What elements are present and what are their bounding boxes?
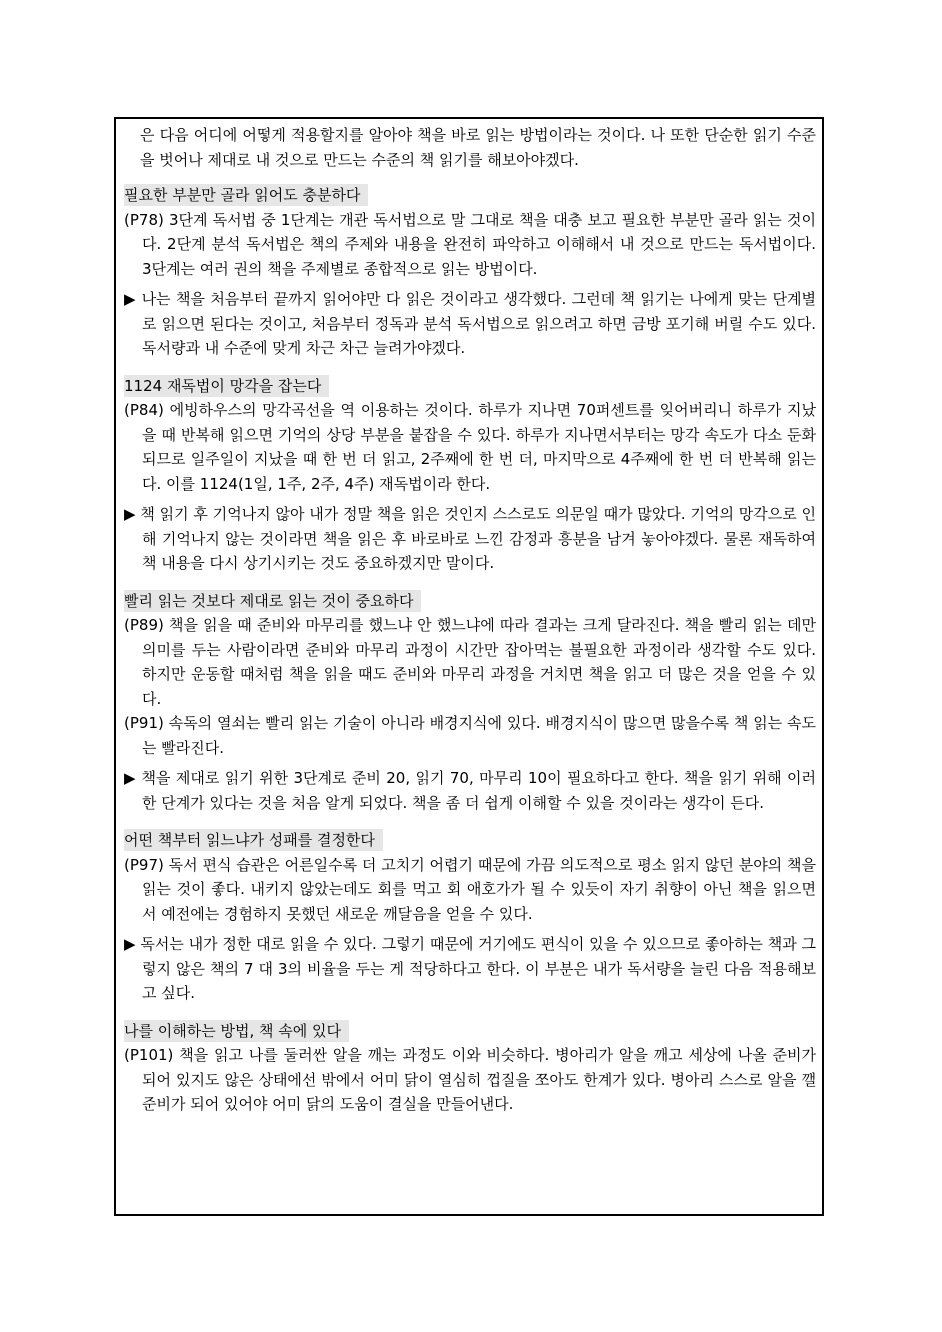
section-4 xyxy=(124,817,816,1006)
section-2 xyxy=(124,363,816,576)
intro-paragraph: 은 다음 어디에 어떻게 적용할지를 알아야 책을 바로 읽는 방법이라는 것이다. 나 또한 단순한 읽기 수준을 벗어나 제대로 내 것으로 만드는 수준의 책 읽기를 해보아야겠다. xyxy=(140,126,816,169)
quote-paragraph: (P91) 속독의 열쇠는 빨리 읽는 기술이 아니라 배경지식에 있다. 배경지식이 많으면 많을수록 책 읽는 속도는 빨라진다. xyxy=(124,714,816,757)
quote-paragraph: (P97) 독서 편식 습관은 어른일수록 더 고치기 어렵기 때문에 가끔 의도적으로 평소 읽지 않던 분야의 책을 읽는 것이 좋다. 내키지 않았는데도 회를 먹고 회 애호가가 될 수 있듯이 자기 취향이 아닌 책을 읽으면서 예전에는 경험하지 못했던 새로운 깨달음을 얻을 수 있다. xyxy=(124,855,816,923)
section-3 xyxy=(124,578,816,816)
quote-paragraph: (P84) 에빙하우스의 망각곡선을 역 이용하는 것이다. 하루가 지나면 70퍼센트를 잊어버리니 하루가 지났을 때 반복해 읽으면 기억의 상당 부분을 붙잡을 수 있다. 하루가 지나면서부터는 망각 속도가 다소 둔화되므로 일주일이 지났을 때 한 번 더 읽고, 2주째에 한 번 더, 마지막으로 4주째에 한 번 더 반복해 읽는다. 이를 1124(1일, 1주, 2주, 4주) 재독법이라 한다. xyxy=(124,401,816,493)
section-heading: 빨리 읽는 것보다 제대로 읽는 것이 중요하다 xyxy=(124,590,421,612)
document-frame xyxy=(114,117,824,1216)
section-heading: 어떤 책부터 읽느냐가 성패를 결정한다 xyxy=(124,829,383,851)
quote-paragraph: (P78) 3단계 독서법 중 1단계는 개관 독서법으로 말 그대로 책을 대충 보고 필요한 부분만 골라 읽는 것이다. 2단계 분석 독서법은 책의 주제와 내용을 완전히 파악하고 이해해서 내 것으로 만드는 독서법이다. 3단계는 여러 권의 책을 주제별로 종합적으로 읽는 방법이다. xyxy=(124,210,816,278)
section-heading: 1124 재독법이 망각을 잡는다 xyxy=(124,375,329,397)
quote-paragraph: (P89) 책을 읽을 때 준비와 마무리를 했느냐 안 했느냐에 따라 결과는 크게 달라진다. 책을 빨리 읽는 데만 의미를 두는 사람이라면 준비와 마무리 과정이 시간만 잡아먹는 불필요한 과정이라 생각할 수도 있다. 하지만 운동할 때처럼 책을 읽을 때도 준비와 마무리 과정을 거치면 책을 읽고 더 많은 것을 얻을 수 있다. xyxy=(124,616,816,708)
section-1 xyxy=(124,172,816,361)
note-paragraph: ▶ 책을 제대로 읽기 위한 3단계로 준비 20, 읽기 70, 마무리 10이 필요하다고 한다. 책을 읽기 위해 이러한 단계가 있다는 것을 처음 알게 되었다. 책을 좀 더 쉽게 이해할 수 있을 것이라는 생각이 든다. xyxy=(124,769,816,812)
quote-paragraph: (P101) 책을 읽고 나를 둘러싼 알을 깨는 과정도 이와 비슷하다. 병아리가 알을 깨고 세상에 나올 준비가 되어 있지도 않은 상태에선 밖에서 어미 닭이 열심히 껍질을 쪼아도 한계가 있다. 병아리 스스로 알을 깰 준비가 되어 있어야 어미 닭의 도움이 결실을 만들어낸다. xyxy=(124,1046,816,1113)
section-5 xyxy=(124,1008,816,1117)
section-heading: 필요한 부분만 골라 읽어도 충분하다 xyxy=(124,184,368,206)
note-paragraph: ▶ 책 읽기 후 기억나지 않아 내가 정말 책을 읽은 것인지 스스로도 의문일 때가 많았다. 기억의 망각으로 인해 기억나지 않는 것이라면 책을 읽은 후 바로바로 느낀 감정과 흥분을 남겨 놓아야겠다. 물론 재독하여 책 내용을 다시 상기시키는 것도 중요하겠지만 말이다. xyxy=(124,505,816,572)
section-heading: 나를 이해하는 방법, 책 속에 있다 xyxy=(124,1020,349,1042)
note-paragraph: ▶ 독서는 내가 정한 대로 읽을 수 있다. 그렇기 때문에 거기에도 편식이 있을 수 있으므로 좋아하는 책과 그렇지 않은 책의 7 대 3의 비율을 두는 게 적당하다고 한다. 이 부분은 내가 독서량을 늘린 다음 적용해보고 싶다. xyxy=(124,935,816,1002)
note-paragraph: ▶ 나는 책을 처음부터 끝까지 읽어야만 다 읽은 것이라고 생각했다. 그런데 책 읽기는 나에게 맞는 단계별로 읽으면 된다는 것이고, 처음부터 정독과 분석 독서법으로 읽으려고 하면 금방 포기해 버릴 수도 있다. 독서량과 내 수준에 맞게 차근 차근 늘려가야겠다. xyxy=(124,290,816,357)
